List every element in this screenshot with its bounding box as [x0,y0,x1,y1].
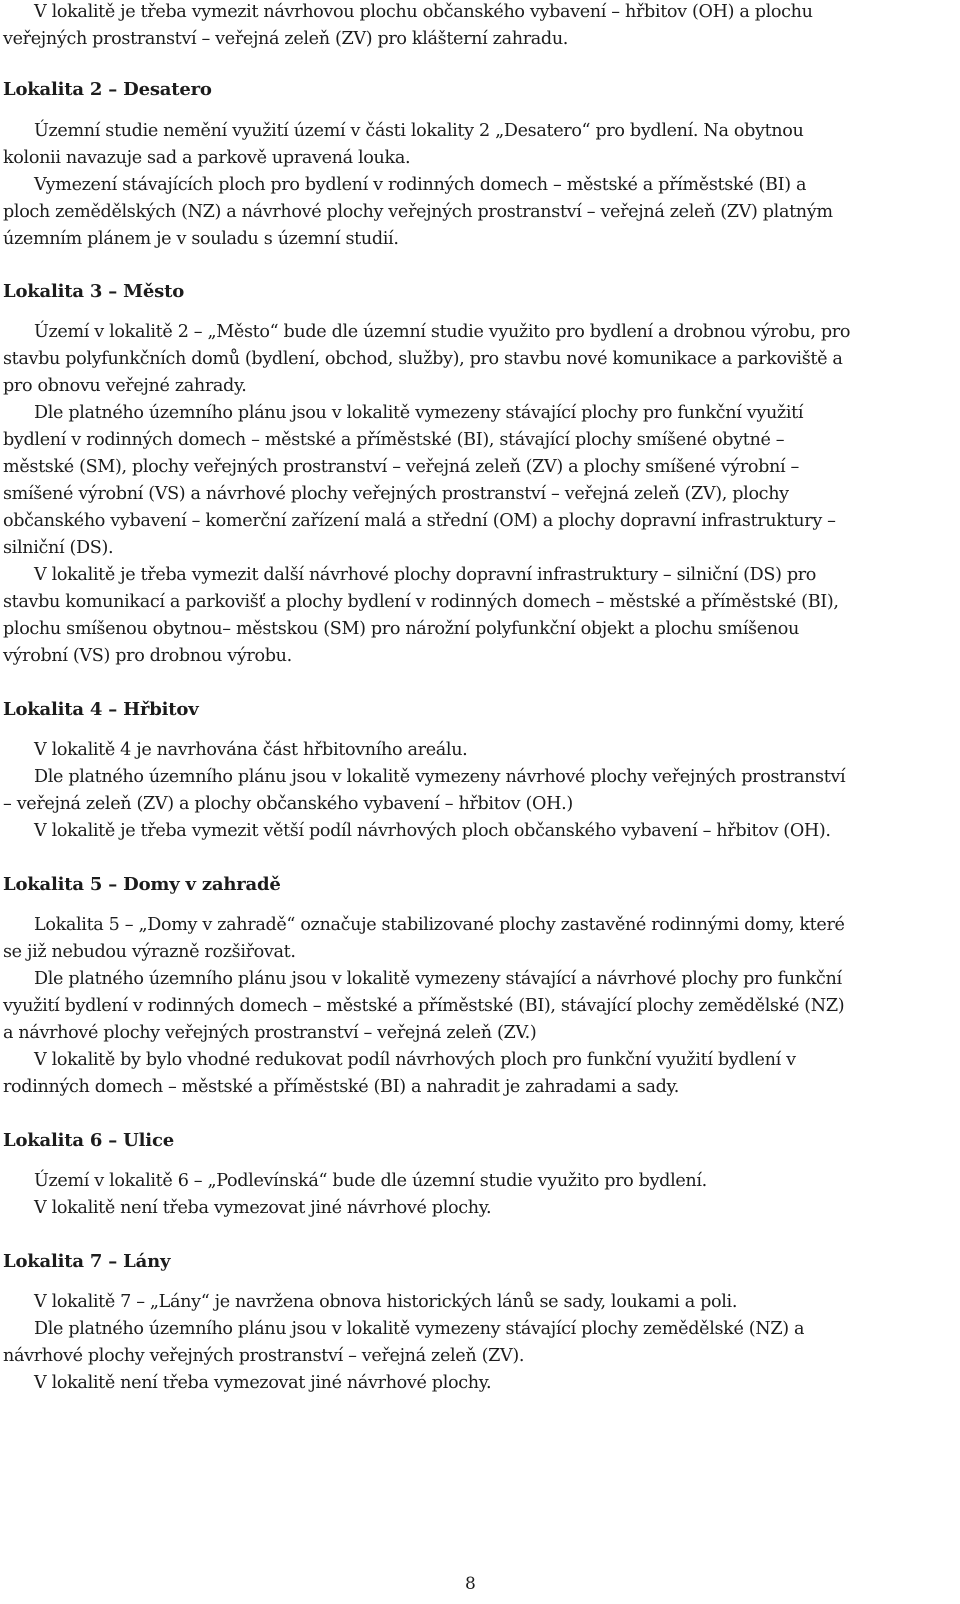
paragraph-line: Území v lokalitě 6 – „Podlevínská“ bude dle územní studie využito pro bydlení. [34,1171,707,1191]
paragraph-line: pro obnovu veřejné zahrady. [3,376,247,396]
paragraph-line: V lokalitě je třeba vymezit větší podíl návrhových ploch občanského vybavení – hřbitov (OH). [34,821,831,841]
section-heading: Lokalita 7 – Lány [3,1251,171,1272]
paragraph-line: V lokalitě 7 – „Lány“ je navržena obnova historických lánů se sady, loukami a poli. [34,1292,738,1312]
paragraph-line: V lokalitě 4 je navrhována část hřbitovního areálu. [34,740,468,760]
paragraph-line: veřejných prostranství – veřejná zeleň (ZV) pro klášterní zahradu. [3,29,569,49]
paragraph-line: a návrhové plochy veřejných prostranství – veřejná zeleň (ZV.) [3,1023,537,1043]
section-heading: Lokalita 3 – Město [3,281,185,302]
paragraph-line: Území v lokalitě 2 – „Město“ bude dle územní studie využito pro bydlení a drobnou výrobu, pro [34,322,851,342]
paragraph-line: Územní studie nemění využití území v části lokality 2 „Desatero“ pro bydlení. Na obytnou [34,121,804,141]
paragraph-line: městské (SM), plochy veřejných prostranství – veřejná zeleň (ZV) a plochy smíšené výrobní – [3,457,799,477]
section-heading: Lokalita 4 – Hřbitov [3,699,199,720]
paragraph-line: Dle platného územního plánu jsou v lokalitě vymezeny návrhové plochy veřejných prostranství [34,767,846,787]
paragraph-line: Dle platného územního plánu jsou v lokalitě vymezeny stávající plochy pro funkční využití [34,403,804,423]
paragraph-line: V lokalitě je třeba vymezit návrhovou plochu občanského vybavení – hřbitov (OH) a plochu [34,2,813,22]
paragraph-line: se již nebudou výrazně rozšiřovat. [3,942,296,962]
paragraph-line: územním plánem je v souladu s územní studií. [3,229,399,249]
paragraph-line: Dle platného územního plánu jsou v lokalitě vymezeny stávající a návrhové plochy pro funkční [34,969,842,989]
section-heading: Lokalita 6 – Ulice [3,1130,174,1151]
paragraph-line: V lokalitě by bylo vhodné redukovat podíl návrhových ploch pro funkční využití bydlení v [34,1050,796,1070]
paragraph-line: využití bydlení v rodinných domech – městské a příměstské (BI), stávající plochy zemědělské (NZ) [3,996,845,1016]
paragraph-line: silniční (DS). [3,538,114,558]
paragraph-line: rodinných domech – městské a příměstské (BI) a nahradit je zahradami a sady. [3,1077,679,1097]
paragraph-line: smíšené výrobní (VS) a návrhové plochy veřejných prostranství – veřejná zeleň (ZV), plochy [3,484,789,504]
paragraph-line: stavbu komunikací a parkovišť a plochy bydlení v rodinných domech – městské a příměstské (BI), [3,592,839,612]
paragraph-line: V lokalitě není třeba vymezovat jiné návrhové plochy. [34,1373,492,1393]
paragraph-line: bydlení v rodinných domech – městské a příměstské (BI), stávající plochy smíšené obytné – [3,430,785,450]
paragraph-line: Vymezení stávajících ploch pro bydlení v rodinných domech – městské a příměstské (BI) a [34,175,807,195]
paragraph-line: Lokalita 5 – „Domy v zahradě“ označuje stabilizované plochy zastavěné rodinnými domy, které [34,915,845,935]
paragraph-line: občanského vybavení – komerční zařízení malá a střední (OM) a plochy dopravní infrastruktury – [3,511,836,531]
paragraph-line: plochu smíšenou obytnou– městskou (SM) pro nárožní polyfunkční objekt a plochu smíšenou [3,619,799,639]
paragraph-line: návrhové plochy veřejných prostranství – veřejná zeleň (ZV). [3,1346,525,1366]
paragraph-line: ploch zemědělských (NZ) a návrhové plochy veřejných prostranství – veřejná zeleň (ZV) platným [3,202,833,222]
paragraph-line: V lokalitě je třeba vymezit další návrhové plochy dopravní infrastruktury – silniční (DS) pro [34,565,817,585]
page-number: 8 [465,1574,476,1594]
paragraph-line: Dle platného územního plánu jsou v lokalitě vymezeny stávající plochy zemědělské (NZ) a [34,1319,805,1339]
paragraph-line: V lokalitě není třeba vymezovat jiné návrhové plochy. [34,1198,492,1218]
section-heading: Lokalita 2 – Desatero [3,79,212,100]
section-heading: Lokalita 5 – Domy v zahradě [3,874,281,895]
paragraph-line: – veřejná zeleň (ZV) a plochy občanského vybavení – hřbitov (OH.) [3,794,573,814]
paragraph-line: kolonii navazuje sad a parkově upravená louka. [3,148,411,168]
paragraph-line: výrobní (VS) pro drobnou výrobu. [3,646,292,666]
paragraph-line: stavbu polyfunkčních domů (bydlení, obchod, služby), pro stavbu nové komunikace a parkoviště a [3,349,843,369]
